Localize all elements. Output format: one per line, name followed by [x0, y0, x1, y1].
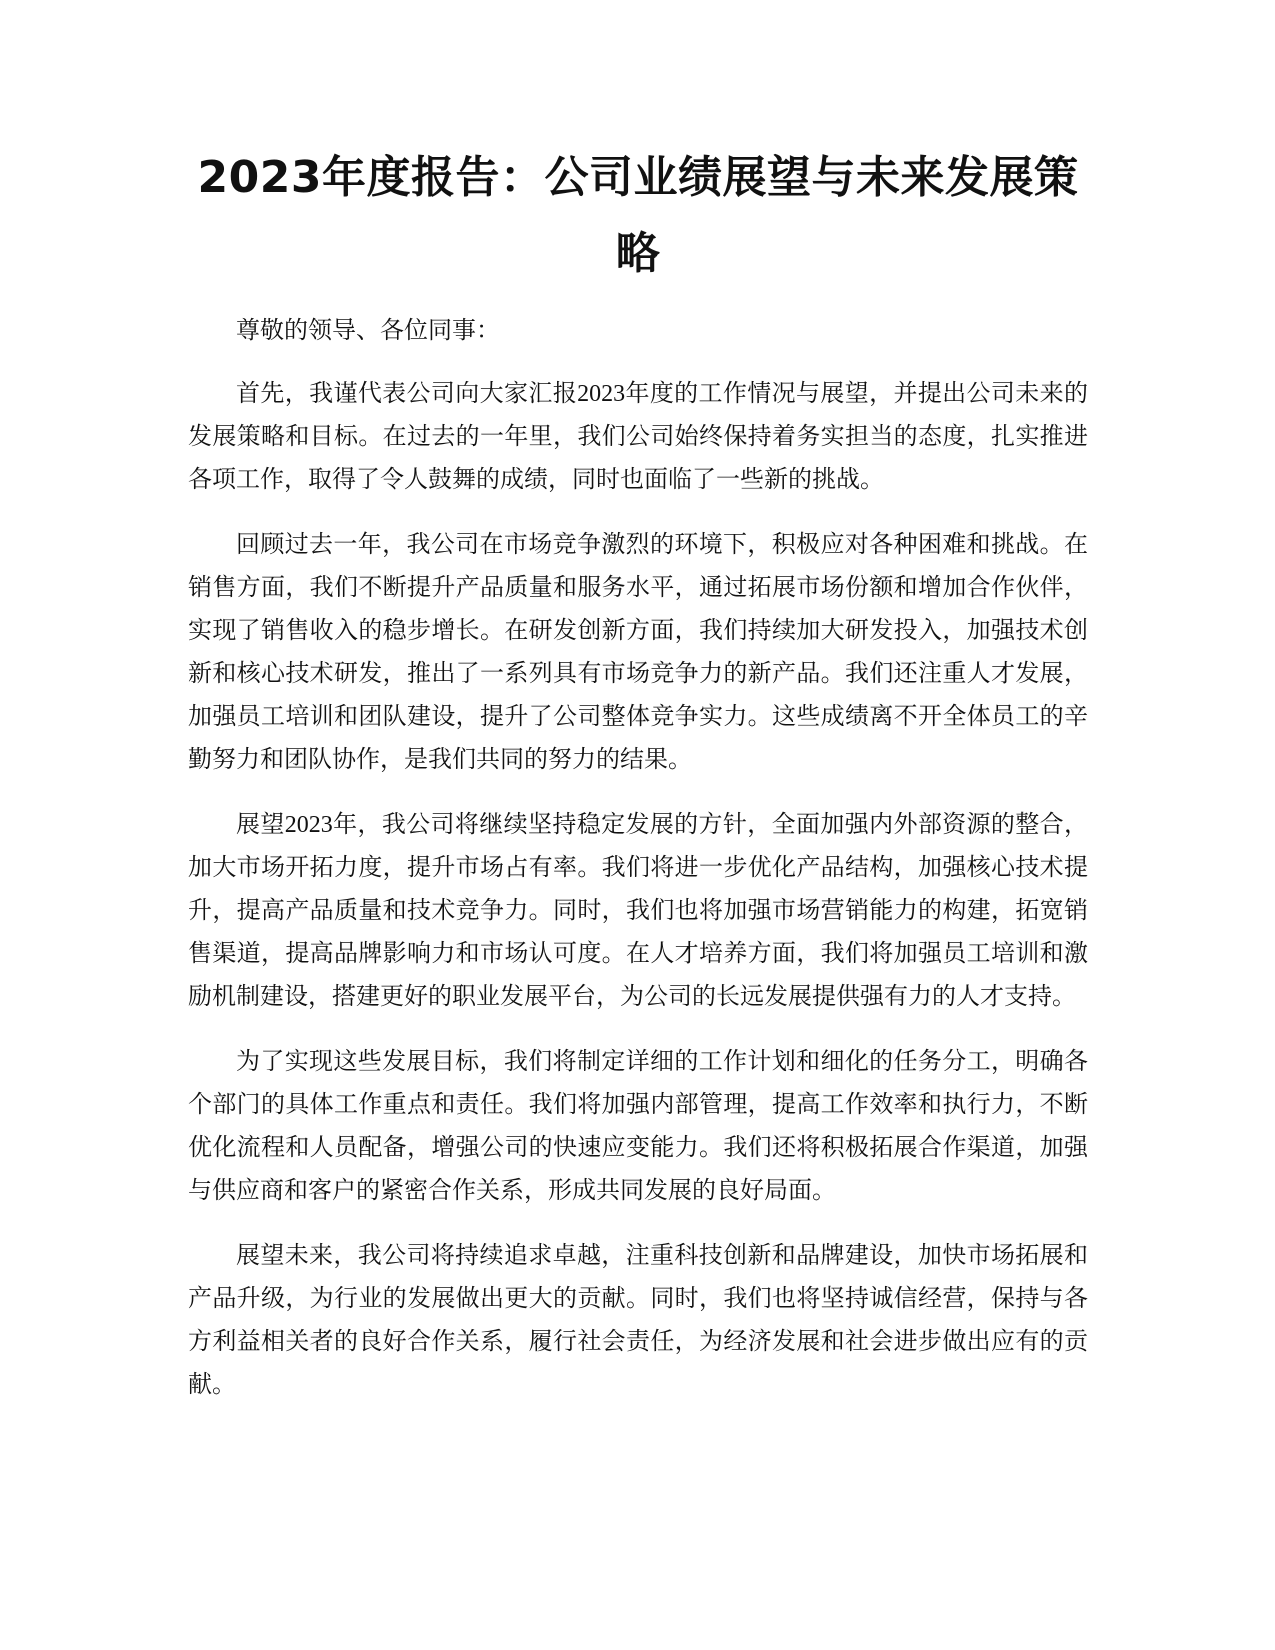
paragraph-future: 展望未来，我公司将持续追求卓越，注重科技创新和品牌建设，加快市场拓展和产品升级，为行业的发展做出更大的贡献。同时，我们也将坚持诚信经营，保持与各方利益相关者的良好合作关系，履行社会责任，为经济发展和社会进步做出应有的贡献。 [188, 1243, 1088, 1398]
salutation: 尊敬的领导、各位同事： [236, 318, 500, 344]
paragraph-intro: 首先，我谨代表公司向大家汇报2023年度的工作情况与展望，并提出公司未来的发展策略和目标。在过去的一年里，我们公司始终保持着务实担当的态度，扎实推进各项工作，取得了令人鼓舞的成绩，同时也面临了一些新的挑战。 [188, 381, 1088, 493]
document-title: 2023年度报告：公司业绩展望与未来发展策略 [197, 152, 1079, 279]
paragraph-implementation: 为了实现这些发展目标，我们将制定详细的工作计划和细化的任务分工，明确各个部门的具体工作重点和责任。我们将加强内部管理，提高工作效率和执行力，不断优化流程和人员配备，增强公司的快速应变能力。我们还将积极拓展合作渠道，加强与供应商和客户的紧密合作关系，形成共同发展的良好局面。 [188, 1049, 1088, 1204]
paragraph-outlook-2023: 展望2023年，我公司将继续坚持稳定发展的方针，全面加强内外部资源的整合，加大市场开拓力度，提升市场占有率。我们将进一步优化产品结构，加强核心技术提升，提高产品质量和技术竞争力。同时，我们也将加强市场营销能力的构建，拓宽销售渠道，提高品牌影响力和市场认可度。在人才培养方面，我们将加强员工培训和激励机制建设，搭建更好的职业发展平台，为公司的长远发展提供强有力的人才支持。 [188, 812, 1088, 1010]
document-page [188, 140, 1088, 1429]
paragraph-review: 回顾过去一年，我公司在市场竞争激烈的环境下，积极应对各种困难和挑战。在销售方面，我们不断提升产品质量和服务水平，通过拓展市场份额和增加合作伙伴，实现了销售收入的稳步增长。在研发创新方面，我们持续加大研发投入，加强技术创新和核心技术研发，推出了一系列具有市场竞争力的新产品。我们还注重人才发展，加强员工培训和团队建设，提升了公司整体竞争实力。这些成绩离不开全体员工的辛勤努力和团队协作，是我们共同的努力的结果。 [188, 532, 1088, 773]
document-body [188, 310, 1088, 1407]
